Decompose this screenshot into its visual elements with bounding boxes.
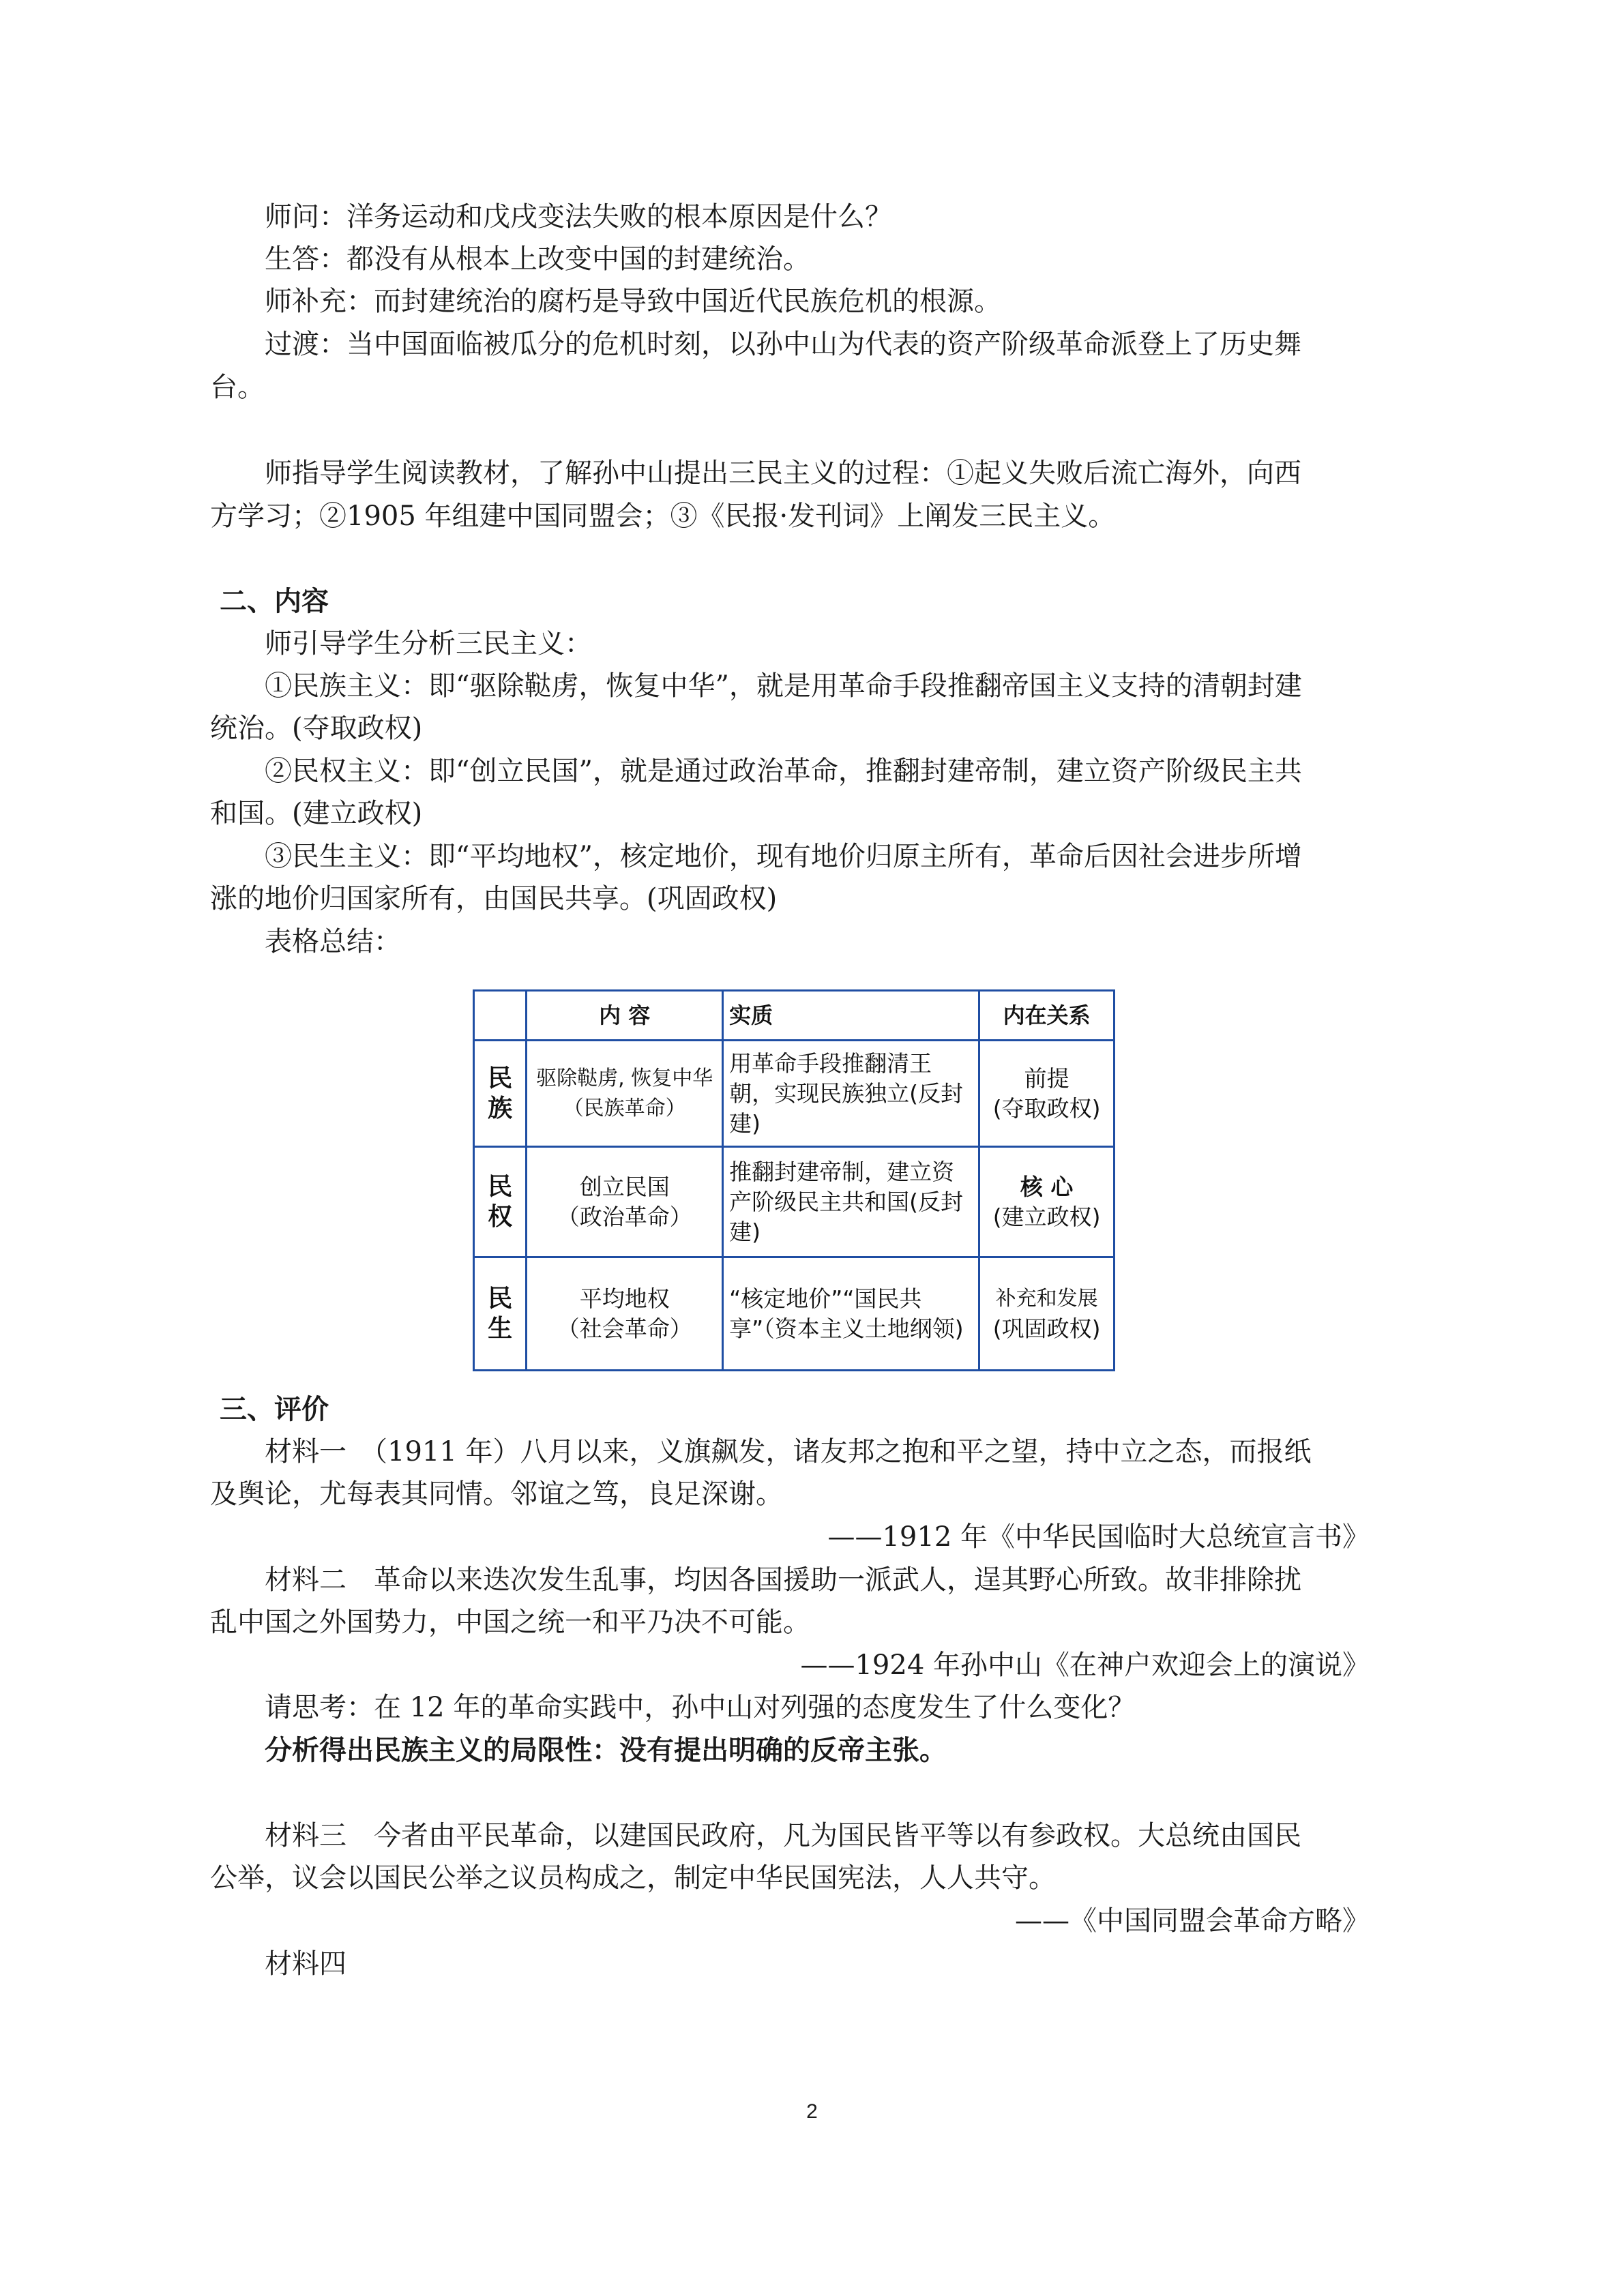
table-lead: 表格总结：: [265, 926, 401, 957]
section-3-heading: 三、评价: [220, 1394, 329, 1425]
material-2-line-2: 乱中国之外国势力，中国之统一和平乃决不可能。: [210, 1607, 810, 1638]
transition-line-2: 台。: [210, 372, 265, 403]
content-sub: （社会革命）: [557, 1315, 692, 1342]
think-question: 请思考：在 12 年的革命实践中，孙中山对列强的态度发生了什么变化？: [265, 1692, 1136, 1723]
relation-sub: (建立政权): [992, 1203, 1101, 1230]
relation-main: 补充和发展: [995, 1286, 1098, 1311]
row-label: [474, 1147, 527, 1257]
guide-line-2: 方学习；②1905 年组建中国同盟会；③《民报·发刊词》上阐发三民主义。: [210, 501, 1116, 532]
student-answer: 生答：都没有从根本上改变中国的封建统治。: [265, 243, 810, 275]
democracy-line-1: ②民权主义：即“创立民国”，就是通过政治革命，推翻封建帝制，建立资产阶级民主共: [265, 756, 1302, 787]
content-main: 平均地权: [579, 1285, 670, 1312]
nationalism-line-2: 统治。(夺取政权): [210, 713, 423, 744]
conclusion: 分析得出民族主义的局限性：没有提出明确的反帝主张。: [265, 1735, 947, 1766]
essence-cell: “核定地价”“国民共享”（资本主义土地纲领): [723, 1257, 979, 1371]
relation-cell: [979, 1147, 1114, 1257]
material-1-line-2: 及舆论，尤每表其同情。邻谊之笃，良足深谢。: [210, 1478, 783, 1510]
nationalism-line-1: ①民族主义：即“驱除鞑虏，恢复中华”，就是用革命手段推翻帝国主义支持的清朝封建: [265, 670, 1302, 702]
table-header-cell: 实质: [723, 991, 979, 1041]
relation-sub: (夺取政权): [992, 1094, 1101, 1122]
row-label-char: 民: [488, 1172, 513, 1201]
summary-table: [473, 989, 1115, 1371]
teacher-question: 师问：洋务运动和戊戌变法失败的根本原因是什么？: [265, 201, 892, 233]
livelihood-line-2: 涨的地价归国家所有，由国民共享。(巩固政权): [210, 883, 778, 914]
material-3-line-1: 材料三 今者由平民革命，以建国民政府，凡为国民皆平等以有参政权。大总统由国民: [265, 1820, 1301, 1851]
page-number: 2: [806, 2100, 818, 2123]
row-label-char: 民: [488, 1064, 513, 1092]
content-cell: [527, 1147, 723, 1257]
material-2-line-1: 材料二 革命以来迭次发生乱事，均因各国援助一派武人，逞其野心所致。故非排除扰: [265, 1564, 1301, 1596]
material-4-label: 材料四: [265, 1948, 346, 1980]
essence-cell: 用革命手段推翻清王朝，实现民族独立(反封建): [723, 1041, 979, 1147]
table-header-cell: 内在关系: [979, 991, 1114, 1041]
content-sub: （政治革命）: [557, 1203, 692, 1230]
material-3-source: ——《中国同盟会革命方略》: [1015, 1905, 1370, 1937]
relation-cell: [979, 1257, 1114, 1371]
essence-cell: 推翻封建帝制，建立资产阶级民主共和国(反封建): [723, 1147, 979, 1257]
table-header-cell: 内 容: [527, 991, 723, 1041]
table-header-row: [474, 991, 1114, 1041]
row-label-char: 权: [488, 1202, 513, 1231]
row-label: [474, 1041, 527, 1147]
row-label: [474, 1257, 527, 1371]
row-label-char: 生: [488, 1314, 513, 1343]
table-row: [474, 1257, 1114, 1371]
transition-line-1: 过渡：当中国面临被瓜分的危机时刻，以孙中山为代表的资产阶级革命派登上了历史舞: [265, 329, 1301, 360]
content-cell: [527, 1257, 723, 1371]
row-label-char: 族: [488, 1094, 513, 1122]
table-row: [474, 1147, 1114, 1257]
democracy-line-2: 和国。(建立政权): [210, 798, 423, 829]
relation-sub: (巩固政权): [992, 1315, 1101, 1342]
relation-cell: [979, 1041, 1114, 1147]
material-3-line-2: 公举，议会以国民公举之议员构成之，制定中华民国宪法，人人共守。: [210, 1862, 1056, 1894]
row-label-char: 民: [488, 1284, 513, 1313]
relation-main: 核 心: [1020, 1173, 1074, 1200]
relation-main: 前提: [1024, 1064, 1069, 1092]
section-2-lead: 师引导学生分析三民主义：: [265, 628, 592, 659]
content-cell: 驱除鞑虏, 恢复中华（民族革命）: [527, 1041, 723, 1147]
table-header-cell: [474, 991, 527, 1041]
teacher-supplement: 师补充：而封建统治的腐朽是导致中国近代民族危机的根源。: [265, 286, 1001, 317]
material-1-line-1: 材料一 （1911 年）八月以来，义旗飙发，诸友邦之抱和平之望，持中立之态，而报纸: [265, 1436, 1312, 1467]
guide-line-1: 师指导学生阅读教材，了解孙中山提出三民主义的过程：①起义失败后流亡海外，向西: [265, 458, 1301, 489]
section-2-heading: 二、内容: [220, 586, 329, 617]
table-row: [474, 1041, 1114, 1147]
livelihood-line-1: ③民生主义：即“平均地权”，核定地价，现有地价归原主所有，革命后因社会进步所增: [265, 841, 1302, 872]
material-1-source: ——1912 年《中华民国临时大总统宣言书》: [827, 1521, 1370, 1553]
material-2-source: ——1924 年孙中山《在神户欢迎会上的演说》: [800, 1650, 1370, 1681]
content-main: 创立民国: [579, 1173, 670, 1200]
